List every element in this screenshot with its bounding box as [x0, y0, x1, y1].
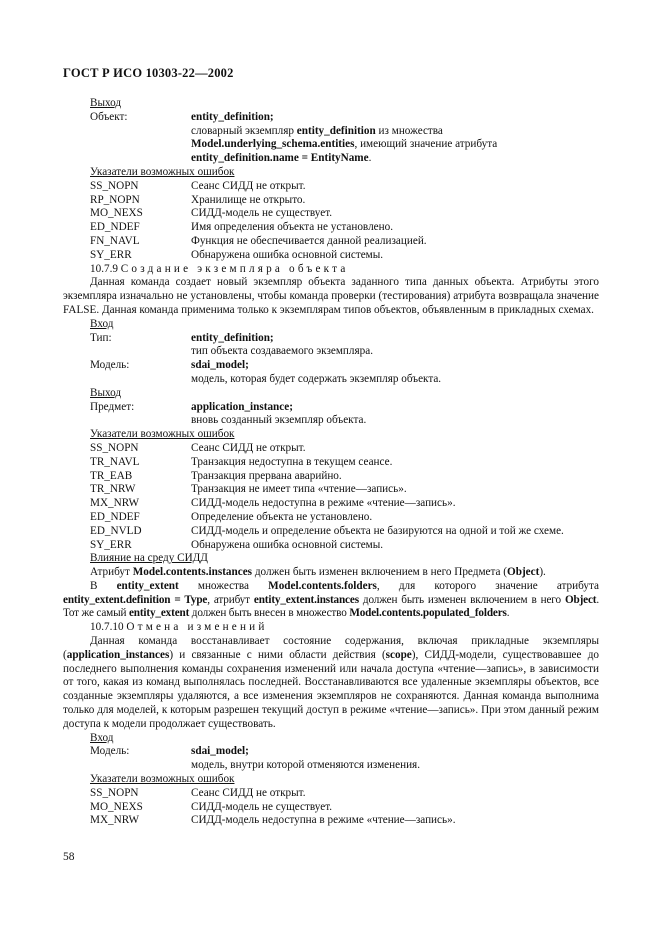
error-text: СИДД-модель недоступна в режиме «чтение—запись».: [191, 497, 456, 510]
page-content: [63, 97, 599, 828]
error-text: Транзакция недоступна в текущем сеансе.: [191, 455, 393, 468]
error-code: MX_NRW: [90, 497, 140, 510]
error-row: [63, 180, 599, 194]
model-desc: модель, которая будет содержать экземпляр объекта.: [191, 372, 442, 385]
error-row: [63, 483, 599, 497]
error-text: СИДД-модель не существует.: [191, 800, 333, 813]
object-type: entity_definition;: [191, 110, 274, 123]
model-row: Модель: sdai_model;: [90, 745, 249, 758]
effect-label: Влияние на среду СИДД: [90, 552, 208, 565]
error-row: [63, 814, 599, 828]
object-desc-line: Model.underlying_schema.entities, имеющий значение атрибута: [191, 138, 498, 151]
error-code: TR_NAVL: [90, 455, 140, 468]
input-label: Вход: [90, 731, 114, 744]
section-paragraph: Данная команда восстанавливает состояние содержания, включая прикладные экземпляры (application_instances) и связанные с ними области действия (scope), СИДД-модели, существовавшее до последнего выполнения команды сохранения изменений или начала доступа «чтение—запись», в зависимости от того, какая из команд выполнялась последней. Восстанавливаются все удаленные экземпляры объектов, все созданные экземпляры удаляются, а все изменения экземпляров не сохраняются. Данная команда выполнима только для моделей, к которым разрешен текущий доступ в режиме «чтение—запись». При этом данный режим доступа к модели продолжает существовать.: [63, 635, 599, 730]
error-text: Определение объекта не установлено.: [191, 510, 373, 523]
effect-paragraph: В entity_extent множества Model.contents.folders, для которого значение атрибута: [90, 579, 599, 592]
error-text: Функция не обеспечивается данной реализацией.: [191, 234, 427, 247]
error-code: SS_NOPN: [90, 786, 139, 799]
error-code: SS_NOPN: [90, 179, 139, 192]
effect-paragraph-cont: entity_extent.definition = Type, атрибут entity_extent.instances должен быть изменен включением в него Object. Тот же самый entity_extent должен быть внесен в множество Model.contents.populated_folders.: [63, 593, 600, 620]
error-code: ED_NVLD: [90, 524, 142, 537]
error-text: Сеанс СИДД не открыт.: [191, 786, 306, 799]
error-row: [63, 235, 599, 249]
section-heading: 10.7.10 Отмена изменений: [90, 621, 268, 634]
effect-paragraph: Атрибут Model.contents.instances должен быть изменен включением в него Предмета (Object).: [90, 566, 546, 579]
error-code: ED_NDEF: [90, 221, 140, 234]
object-row: [63, 111, 599, 125]
error-text: Имя определения объекта не установлено.: [191, 221, 393, 234]
error-code: MX_NRW: [90, 814, 140, 827]
type-desc: тип объекта создаваемого экземпляра.: [191, 345, 373, 358]
model-row: Модель: sdai_model;: [90, 359, 249, 372]
error-row: [63, 221, 599, 235]
error-row: [63, 456, 599, 470]
type-row: Тип: entity_definition;: [90, 331, 274, 344]
output-label: Выход: [90, 97, 122, 109]
page-number: 58: [63, 851, 75, 863]
error-text: СИДД-модель и определение объекта не базируются на одной и той же схеме.: [191, 524, 564, 537]
error-row: [63, 194, 599, 208]
page-header: ГОСТ Р ИСО 10303-22—2002: [63, 66, 234, 80]
error-code: FN_NAVL: [90, 234, 140, 247]
output-label: Выход: [90, 386, 122, 399]
error-row: [63, 787, 599, 801]
error-code: RP_NOPN: [90, 193, 140, 206]
section-heading: 10.7.9 Создание экземпляра объекта: [90, 262, 349, 275]
subject-desc: вновь созданный экземпляр объекта.: [191, 414, 367, 427]
error-row: [63, 511, 599, 525]
object-desc-line: словарный экземпляр entity_definition из множества: [191, 124, 443, 137]
error-row: [63, 249, 599, 263]
error-code: SS_NOPN: [90, 441, 139, 454]
error-text: Хранилище не открыто.: [191, 193, 306, 206]
error-row: [63, 801, 599, 815]
subject-row: Предмет: application_instance;: [90, 400, 293, 413]
error-code: TR_EAB: [90, 469, 133, 482]
input-label: Вход: [90, 317, 114, 330]
error-row: [63, 470, 599, 484]
object-key: Объект:: [90, 110, 128, 123]
error-text: Транзакция прервана аварийно.: [191, 469, 342, 482]
errors-label: Указатели возможных ошибок: [90, 773, 235, 786]
error-text: Обнаружена ошибка основной системы.: [191, 538, 384, 551]
error-text: СИДД-модель недоступна в режиме «чтение—запись».: [191, 814, 456, 827]
error-text: Транзакция не имеет типа «чтение—запись».: [191, 483, 407, 496]
error-list: [63, 787, 599, 828]
errors-label: Указатели возможных ошибок: [90, 165, 235, 178]
error-row: [63, 442, 599, 456]
error-code: TR_NRW: [90, 483, 136, 496]
errors-label: Указатели возможных ошибок: [90, 428, 235, 441]
error-row: [63, 539, 599, 553]
error-code: MO_NEXS: [90, 207, 143, 220]
error-row: [63, 497, 599, 511]
error-text: Сеанс СИДД не открыт.: [191, 179, 306, 192]
model-desc: модель, внутри которой отменяются изменения.: [191, 759, 420, 772]
error-list: [63, 180, 599, 263]
error-text: СИДД-модель не существует.: [191, 207, 333, 220]
error-row: [63, 207, 599, 221]
error-text: Сеанс СИДД не открыт.: [191, 441, 306, 454]
object-desc-line: entity_definition.name = EntityName.: [191, 152, 372, 165]
section-paragraph: Данная команда создает новый экземпляр объекта заданного типа данных объекта. Атрибуты этого экземпляра изначально не установлены, чтобы команда проверки (тестирования) атрибута возвращала значение FALSE. Данная команда применима только к экземплярам типов объектов, объявленным в прикладных схемах.: [63, 276, 599, 316]
error-code: SY_ERR: [90, 248, 132, 261]
error-code: ED_NDEF: [90, 510, 140, 523]
error-text: Обнаружена ошибка основной системы.: [191, 248, 384, 261]
error-row: [63, 525, 599, 539]
error-code: MO_NEXS: [90, 800, 143, 813]
error-list: [63, 442, 599, 552]
error-code: SY_ERR: [90, 538, 132, 551]
